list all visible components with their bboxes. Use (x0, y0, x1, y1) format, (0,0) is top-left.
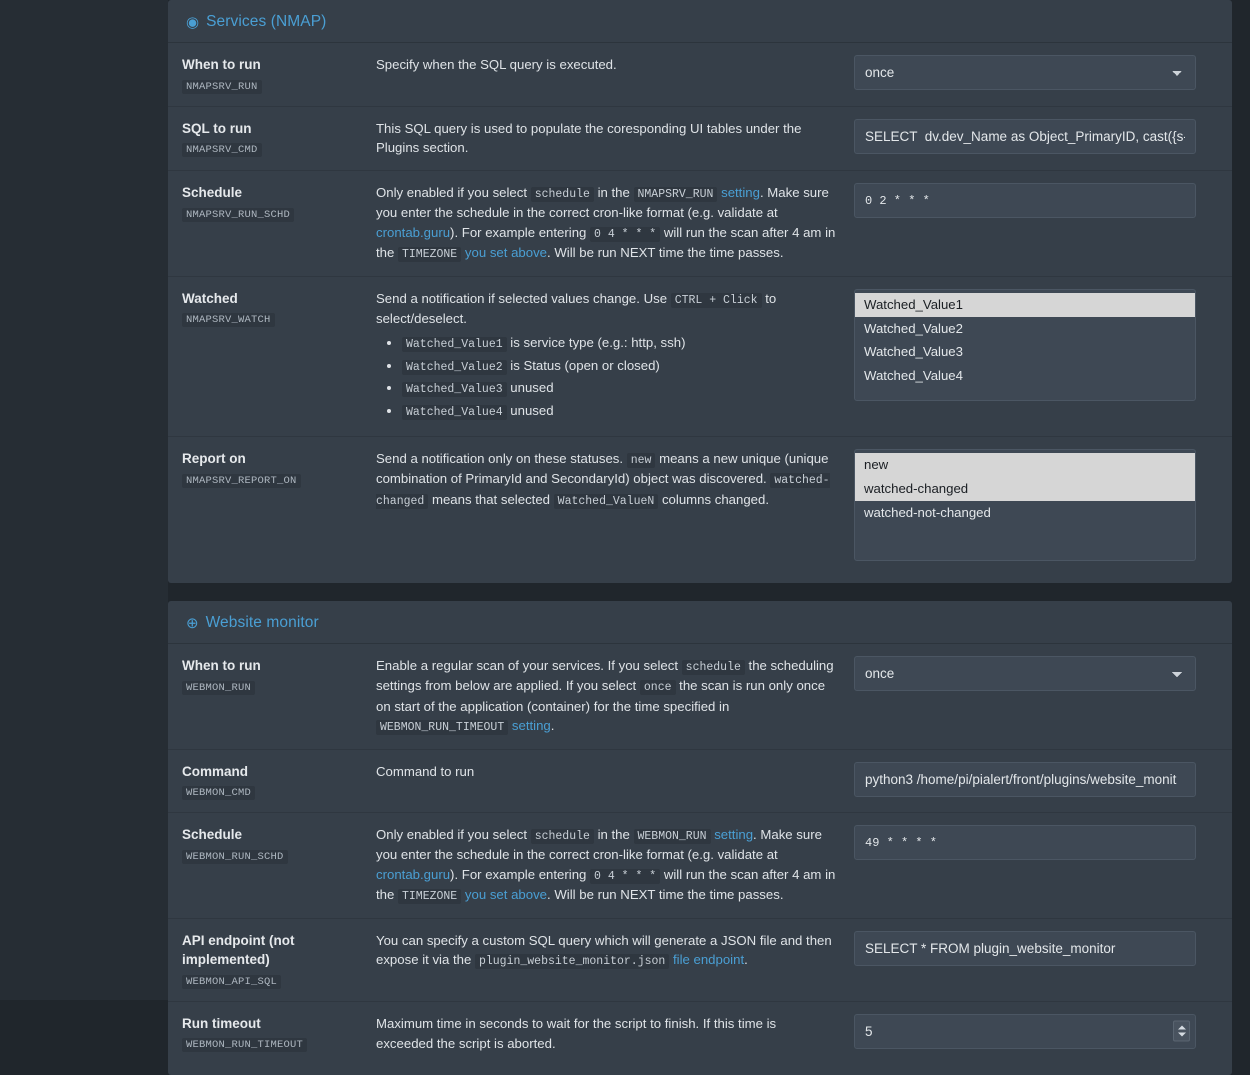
settings-card-1 (168, 601, 1232, 1075)
setting-description: Enable a regular scan of your services. If you select schedule the scheduling settings from below are applied. If you select once the scan is run only once on start of the application (container) for the time specified in WEBMON_RUN_TIMEOUT setting. (376, 658, 834, 735)
setting-description: Send a notification only on these statuses. new means a new unique (unique combination of PrimaryId and SecondaryId) object was discovered. watched-changed means that selected Watched_ValueN columns changed. (376, 451, 830, 508)
setting-title: Schedule (182, 185, 243, 201)
setting-control-col (854, 1014, 1200, 1049)
setting-control-col (854, 289, 1200, 401)
option-watched-value3[interactable]: Watched_Value3 (864, 344, 963, 360)
command-input[interactable] (854, 762, 1196, 797)
spinner-arrows-icon[interactable] (1173, 1021, 1190, 1042)
setting-row-api-endpoint (168, 919, 1232, 1002)
setting-control-col (854, 55, 1200, 90)
setting-control-col (854, 119, 1200, 154)
setting-control-col (854, 762, 1200, 797)
setting-key: NMAPSRV_RUN_SCHD (182, 208, 294, 222)
setting-title: Watched (182, 290, 238, 306)
setting-row-command (168, 750, 1232, 814)
setting-label-col (182, 656, 376, 695)
setting-control-col (854, 183, 1200, 218)
setting-description: Only enabled if you select schedule in the NMAPSRV_RUN setting. Make sure you enter the schedule in the correct cron-like format (e.g. validate at crontab.guru). For example entering 0 4 * * * will run the scan after 4 am in the TIMEZONE you set above. Will be run NEXT time the time passes. (376, 185, 836, 262)
setting-title: Report on (182, 451, 246, 466)
setting-label-col (182, 289, 376, 328)
setting-row-run-timeout (168, 1002, 1232, 1066)
run-timeout-input[interactable] (854, 1014, 1196, 1049)
settings-sections (168, 0, 1250, 1075)
setting-description: Command to run (376, 763, 475, 779)
setting-label-col (182, 119, 376, 158)
section-gap (168, 583, 1250, 601)
setting-label-col (182, 762, 376, 801)
setting-label-col (182, 55, 376, 94)
setting-control-col (854, 656, 1200, 691)
sidebar-gutter (0, 0, 168, 1000)
setting-key: WEBMON_RUN_TIMEOUT (182, 1038, 307, 1052)
setting-description: Specify when the SQL query is executed. (376, 57, 617, 72)
option-new[interactable]: new (855, 453, 1195, 477)
setting-row-watched (168, 277, 1232, 437)
card-title: Services (NMAP) (206, 13, 327, 30)
report-on-multiselect[interactable] (854, 449, 1196, 561)
setting-label-col (182, 825, 376, 864)
when-to-run-select[interactable] (854, 55, 1196, 90)
api-endpoint-input[interactable] (854, 931, 1196, 966)
setting-key: NMAPSRV_WATCH (182, 313, 275, 327)
settings-page (168, 0, 1250, 1052)
setting-title: When to run (182, 658, 261, 673)
run-timeout-stepper[interactable] (854, 1014, 1196, 1049)
setting-title: Command (182, 763, 249, 779)
setting-label-col (182, 1014, 376, 1053)
when-to-run-select[interactable] (854, 656, 1196, 691)
option-watched-value1[interactable]: Watched_Value1 (855, 293, 1195, 317)
setting-label-col (182, 931, 376, 989)
setting-key: WEBMON_CMD (182, 786, 255, 800)
setting-title: Schedule (182, 827, 243, 843)
option-watched-value2[interactable]: Watched_Value2 (864, 320, 963, 336)
setting-row-sql-to-run (168, 107, 1232, 172)
setting-row-when-to-run (168, 43, 1232, 107)
setting-key: WEBMON_RUN (182, 681, 255, 695)
setting-label-col (182, 183, 376, 222)
option-watched-value4[interactable]: Watched_Value4 (864, 368, 963, 384)
radar-icon: ◉ (186, 13, 200, 31)
setting-control-col (854, 931, 1200, 966)
setting-description: Maximum time in seconds to wait for the script to finish. If this time is exceeded the script is aborted. (376, 1015, 777, 1051)
setting-control-col (854, 825, 1200, 860)
setting-description: Only enabled if you select schedule in the WEBMON_RUN setting. Make sure you enter the schedule in the correct cron-like format (e.g. validate at crontab.guru). For example entering 0 4 * * * will run the scan after 4 am in the TIMEZONE you set above. Will be run NEXT time the time passes. (376, 827, 836, 904)
schedule-input[interactable] (854, 825, 1196, 860)
setting-description: You can specify a custom SQL query which will generate a JSON file and then expose it via the plugin_website_monitor.json file endpoint. (376, 932, 832, 969)
setting-key: WEBMON_API_SQL (182, 975, 281, 989)
setting-label-col (182, 449, 376, 488)
setting-description: Send a notification if selected values change. Use CTRL + Click to select/deselect. • Watched_Value1 is service type (e.g.: http, ssh) • Watched_Value2 is Status (open or closed) • Watched_Value3 unused • Watched_Value4 unused (376, 289, 854, 424)
setting-control-col (854, 449, 1200, 561)
globe-icon: ⊕ (186, 614, 199, 632)
schedule-input[interactable] (854, 183, 1196, 218)
setting-row-schedule (168, 171, 1232, 277)
option-watched-changed[interactable]: watched-changed (855, 477, 1195, 501)
card-body (168, 43, 1232, 583)
card-body (168, 644, 1232, 1075)
setting-description: This SQL query is used to populate the coresponding UI tables under the Plugins section. (376, 120, 802, 156)
setting-title: When to run (182, 57, 261, 72)
setting-key: NMAPSRV_RUN (182, 80, 262, 94)
setting-title: Run timeout (182, 1015, 261, 1031)
setting-key: WEBMON_RUN_SCHD (182, 850, 288, 864)
setting-row-schedule (168, 813, 1232, 919)
setting-key: NMAPSRV_CMD (182, 143, 262, 157)
card-header[interactable] (168, 601, 1232, 644)
setting-title: API endpoint (not implemented) (182, 932, 295, 968)
setting-row-report-on (168, 437, 1232, 573)
setting-key: NMAPSRV_REPORT_ON (182, 474, 301, 488)
setting-title: SQL to run (182, 120, 252, 136)
sql-to-run-input[interactable] (854, 119, 1196, 154)
settings-card-0 (168, 0, 1232, 583)
card-header[interactable] (168, 0, 1232, 43)
watched-multiselect[interactable] (854, 289, 1196, 401)
card-title: Website monitor (205, 614, 319, 631)
option-watched-not-changed[interactable]: watched-not-changed (864, 504, 991, 520)
setting-row-when-to-run (168, 644, 1232, 750)
